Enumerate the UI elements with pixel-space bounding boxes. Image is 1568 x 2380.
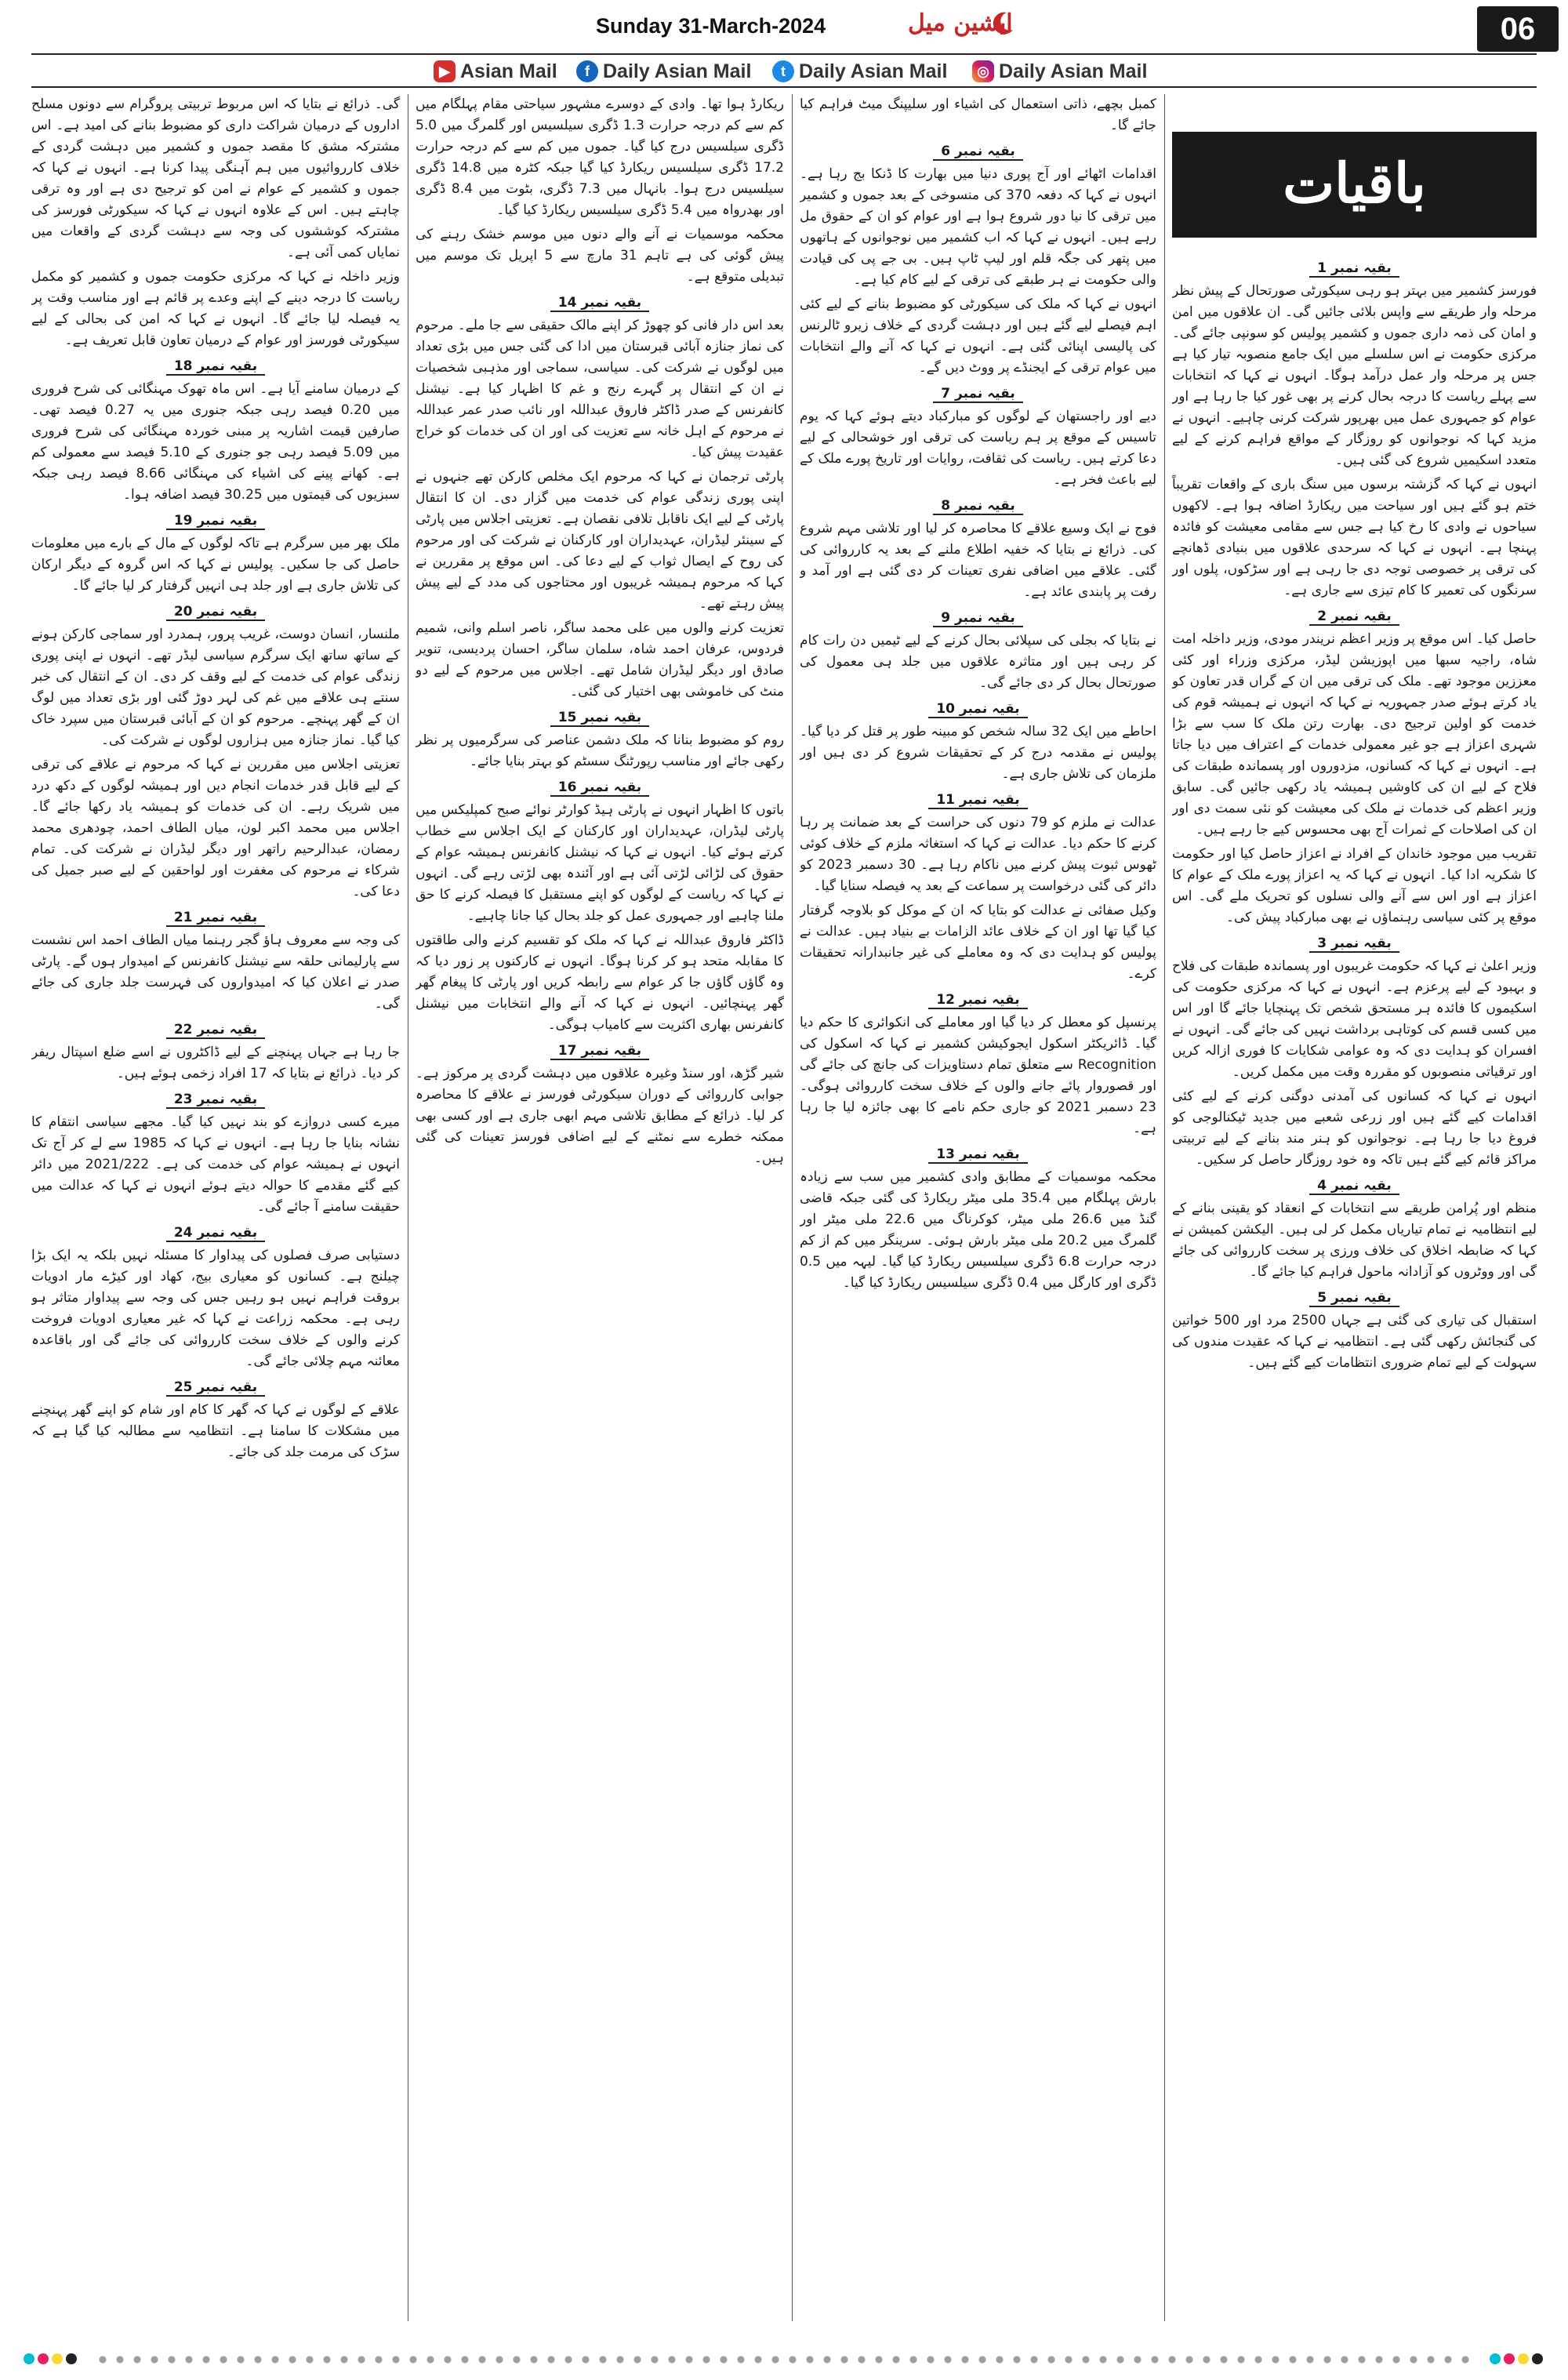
continuation-heading-text: بقیہ نمبر 3 (1309, 936, 1399, 953)
print-registration-bar (0, 2349, 1568, 2371)
article-paragraph: وزیر داخلہ نے کہا کہ مرکزی حکومت جموں و کشمیر کو مکمل ریاست کا درجہ دینے کے اپنے وعدے پر قائم ہے اور مناسب وقت پر یہ فیصلہ لیا جائے گا۔ انہوں نے کہا کہ امن کی بحالی کے لیے سیکورٹی فورسز اور عوام کے درمیان تعاون قابل تعریف ہے۔ (31, 269, 400, 348)
continuation-heading-text: بقیہ نمبر 11 (928, 792, 1027, 809)
continuation-heading-text: بقیہ نمبر 20 (166, 604, 265, 621)
continuation-heading (1172, 606, 1537, 627)
continuation-heading (800, 790, 1156, 811)
article-paragraph: باتوں کا اظہار انہوں نے پارٹی ہیڈ کوارٹر نوائے صبح کمپلیکس میں پارٹی لیڈران، عہدیداران اور کارکنان کے ایک اجلاس سے خطاب کرتے ہوئے کیا۔ انہوں نے کہا کہ نیشنل کانفرنس ہمیشہ عوام کے حقوق کی لڑائی لڑتی آئی ہے اور آئندہ بھی لڑتی رہے گی۔ انہوں نے کہا کہ ریاست کے لوگوں کو اپنے مستقبل کا فیصلہ کرنے کا حق ملنا چاہیے اور جمہوری عمل کو جلد بحال کیا جانا چاہیے۔ (416, 802, 784, 924)
continuation-heading-text: بقیہ نمبر 5 (1309, 1290, 1399, 1307)
continuation-heading-text: بقیہ نمبر 16 (550, 779, 649, 797)
continuation-heading (800, 699, 1156, 720)
article-paragraph: احاطے میں ایک 32 سالہ شخص کو مبینہ طور پر قتل کر دیا گیا۔ پولیس نے مقدمہ درج کر کے تحقیقات شروع کر دی ہیں اور ملزمان کی تلاش جاری ہے۔ (800, 724, 1156, 782)
column-divider (792, 94, 793, 2321)
article-paragraph: فوج نے ایک وسیع علاقے کا محاصرہ کر لیا اور تلاشی مہم شروع کی۔ ذرائع نے بتایا کہ خفیہ اطلاع ملنے کے بعد یہ کارروائی کی گئی۔ علاقے میں اضافی نفری تعینات کر دی گئی ہے اور آمد و رفت پر پابندی عائد ہے۔ (800, 521, 1156, 600)
social-youtube-label: Asian Mail (460, 60, 557, 82)
youtube-icon: ▶ (434, 60, 456, 82)
article-paragraph: فورسز کشمیر میں بہتر ہو رہی سیکورٹی صورتحال کے پیش نظر مرحلہ وار طریقے سے واپس بلائی جائیں گی۔ ان علاقوں میں امن و امان کی ذمہ داری جموں و کشمیر پولیس کو سونپی جائے گی۔ مرکزی حکومت نے اس سلسلے میں ایک جامع منصوبہ تیار کیا ہے جس پر مرحلہ وار عمل درآمد ہوگا۔ انہوں نے کہا کہ انتخابات سے پہلے ریاست کا درجہ بحال کرنے پر بھی غور کیا جا رہا ہے اور عوام کو جمہوری عمل میں بھرپور شرکت کرنی چاہیے۔ انہوں نے مزید کہا کہ نوجوانوں کو روزگار کے مواقع فراہم کرنے کے لیے متعدد اسکیمیں شروع کی گئی ہیں۔ (1172, 283, 1537, 468)
logo-wordmark: ایشین میل (908, 9, 1013, 37)
article-paragraph: ڈاکٹر فاروق عبداللہ نے کہا کہ ملک کو تقسیم کرنے والی طاقتوں کا مقابلہ متحد ہو کر کرنا ہوگا۔ انہوں نے کارکنوں پر زور دیا کہ وہ گاؤں گاؤں جا کر عوام سے رابطہ کریں اور پارٹی کا پیغام گھر گھر پہنچائیں۔ انہوں نے کہا کہ آنے والے انتخابات میں نیشنل کانفرنس بھاری اکثریت سے کامیاب ہوگی۔ (416, 932, 784, 1033)
continuation-heading (1172, 258, 1537, 279)
article-paragraph: روم کو مضبوط بنانا کہ ملک دشمن عناصر کی سرگرمیوں پر نظر رکھی جائے اور مناسب رپورٹنگ سسٹم کو بہتر بنایا جائے۔ (416, 732, 784, 769)
social-links (0, 56, 1568, 86)
social-facebook-label: Daily Asian Mail (603, 60, 752, 82)
continuation-heading (416, 293, 784, 314)
color-swatches-left (24, 2353, 77, 2364)
article-paragraph: ریکارڈ ہوا تھا۔ وادی کے دوسرے مشہور سیاحتی مقام پہلگام میں کم سے کم درجہ حرارت 1.3 ڈگری سیلسیس اور گلمرگ میں 5.0 ڈگری سیلسیس درج کیا گیا۔ جموں میں کم سے کم درجہ حرارت 17.2 ڈگری سیلسیس ریکارڈ کیا گیا جبکہ کٹرہ میں 14.8 ڈگری سیلسیس درج ہوا۔ بانہال میں 7.3 ڈگری، بٹوت میں 8.4 ڈگری اور بھدرواہ میں 5.4 ڈگری سیلسیس ریکارڈ کیا گیا۔ (416, 96, 784, 218)
continuation-heading (31, 511, 400, 532)
continuation-heading (1172, 1288, 1537, 1309)
continuation-heading (800, 383, 1156, 405)
article-paragraph: محکمہ موسمیات کے مطابق وادی کشمیر میں سب سے زیادہ بارش پہلگام میں 35.4 ملی میٹر ریکارڈ کی گئی جبکہ قاضی گنڈ میں 26.6 ملی میٹر، کوکرناگ میں 22.6 ملی میٹر اور گلمرگ میں 20.2 ملی میٹر بارش ہوئی۔ سرینگر میں کم از کم درجہ حرارت 6.8 ڈگری سیلسیس ریکارڈ کیا گیا۔ لیہہ میں 0.5 ڈگری اور کارگل میں 0.4 ڈگری سیلسیس ریکارڈ کیا گیا۔ (800, 1169, 1156, 1291)
continuation-heading-text: بقیہ نمبر 2 (1309, 609, 1399, 626)
issue-day: Sunday (596, 14, 673, 38)
continuation-heading-text: بقیہ نمبر 25 (166, 1379, 265, 1397)
color-swatches-right (1490, 2353, 1543, 2364)
continuation-heading-text: بقیہ نمبر 4 (1309, 1178, 1399, 1195)
continuation-heading-text: بقیہ نمبر 22 (166, 1022, 265, 1039)
article-paragraph: اقدامات اٹھائے اور آج پوری دنیا میں بھارت کا ڈنکا بج رہا ہے۔ انہوں نے کہا کہ دفعہ 370 کی منسوخی کے بعد جموں و کشمیر میں ترقی کا نیا دور شروع ہوا ہے اور عوام کو ان کے حقوق مل رہے ہیں۔ انہوں نے کہا کہ اب کشمیر میں نوجوانوں کے ہاتھوں میں پتھر کی جگہ قلم اور لیپ ٹاپ ہیں۔ بی جے پی کی قیادت والی حکومت نے ہر طبقے کی ترقی کے لیے کام کیا ہے۔ (800, 166, 1156, 288)
continuation-heading-text: بقیہ نمبر 7 (933, 386, 1023, 403)
continuation-heading-text: بقیہ نمبر 1 (1309, 260, 1399, 278)
continuation-heading-text: بقیہ نمبر 9 (933, 610, 1023, 627)
article-paragraph: انہوں نے کہا کہ گزشتہ برسوں میں سنگ باری کے واقعات تقریباً ختم ہو گئے ہیں اور سیاحت میں ریکارڈ اضافہ ہوا ہے۔ لاکھوں سیاحوں نے وادی کا رخ کیا ہے جس سے مقامی معیشت کو فائدہ پہنچا ہے۔ انہوں نے کہا کہ سرحدی علاقوں میں بنیادی ڈھانچے کی ترقی پر خصوصی توجہ دی جا رہی ہے اور سڑکوں، پلوں اور سرنگوں کی تعمیر کا کام تیزی سے جاری ہے۔ (1172, 477, 1537, 598)
continuation-heading (1172, 933, 1537, 954)
column-2 (800, 94, 1156, 2329)
social-instagram-label: Daily Asian Mail (999, 60, 1148, 82)
article-paragraph: شیر گڑھ، اور سنڈ وغیرہ علاقوں میں دہشت گردی پر مرکوز ہے۔ جوابی کارروائی کے دوران سیکورٹی فورسز نے علاقے کا محاصرہ کر لیا۔ ذرائع کے مطابق تلاشی مہم ابھی جاری ہے اور کسی بھی ممکنہ خطرے سے نمٹنے کے لیے اضافی فورسز تعینات کی گئی ہیں۔ (416, 1066, 784, 1166)
continuation-heading-text: بقیہ نمبر 17 (550, 1043, 649, 1060)
article-paragraph: وکیل صفائی نے عدالت کو بتایا کہ ان کے موکل کو بلاوجہ گرفتار کیا گیا تھا اور ان کے خلاف عائد الزامات بے بنیاد ہیں۔ عدالت نے پولیس کو ہدایت دی کہ وہ معاملے کی غیر جانبدارانہ تحقیقات کرے۔ (800, 903, 1156, 982)
continuation-heading (31, 1089, 400, 1110)
column-divider (1164, 94, 1165, 2321)
continuation-heading-text: بقیہ نمبر 15 (550, 710, 649, 727)
continuation-heading (800, 608, 1156, 629)
article-paragraph: حاصل کیا۔ اس موقع پر وزیر اعظم نریندر مودی، وزیر داخلہ امت شاہ، راجیہ سبھا میں اپوزیشن لیڈر، مرکزی وزراء اور کئی معززین موجود تھے۔ ملک کی ترقی میں ان کے گراں قدر تعاون کو یاد کرتے ہوئے صدر جمہوریہ نے کہا کہ انہوں نے ہمیشہ قوم کی خدمت کو اولین ترجیح دی۔ بھارت رتن ملک کا سب سے بڑا شہری اعزاز ہے جو غیر معمولی خدمات کے اعتراف میں دیا جاتا ہے۔ انہوں نے کہا کہ کسانوں، مزدوروں اور پسماندہ طبقات کی فلاح کے لیے ان کی کاوشیں ہمیشہ یاد رکھی جائیں گی۔ سابق وزیر اعظم کی خدمات نے ملک کی معیشت کو نئی سمت دی اور ان کی اصلاحات کے ثمرات آج بھی محسوس کیے جا رہے ہیں۔ (1172, 631, 1537, 838)
continuation-heading (416, 707, 784, 729)
continuation-heading-text: بقیہ نمبر 14 (550, 295, 649, 312)
continuation-heading (31, 1223, 400, 1244)
article-paragraph: میرے کسی دروازے کو بند نہیں کیا گیا۔ مجھے سیاسی انتقام کا نشانہ بنایا جا رہا ہے۔ انہوں نے کہا کہ 1985 سے لے کر آج تک انہوں نے ہمیشہ عوام کی خدمت کی ہے۔ 2021/222 میں دائر کیے گئے مقدمے کا حوالہ دیتے ہوئے انہوں نے کہا کہ عدالت میں حقیقت سامنے آ جائے گی۔ (31, 1114, 400, 1215)
article-paragraph: دستیابی صرف فصلوں کی پیداوار کا مسئلہ نہیں بلکہ یہ ایک بڑا چیلنج ہے۔ کسانوں کو معیاری بیج، کھاد اور کیڑے مار ادویات بروقت فراہم نہیں ہو رہیں جس کی وجہ سے پیداوار متاثر ہو رہی ہے۔ محکمہ زراعت نے کہا کہ غیر معیاری ادویات فروخت کرنے والوں کے خلاف سخت کارروائی کی جائے گی اور باقاعدہ معائنہ مہم چلائی جائے گی۔ (31, 1248, 400, 1369)
twitter-icon: t (772, 60, 794, 82)
column-4 (31, 94, 400, 2329)
continuation-heading-text: بقیہ نمبر 24 (166, 1225, 265, 1242)
issue-date-value: 31-March-2024 (678, 14, 826, 38)
article-paragraph: انہوں نے کہا کہ کسانوں کی آمدنی دوگنی کرنے کے لیے کئی اقدامات کیے گئے ہیں اور زرعی شعبے میں جدید ٹیکنالوجی کو فروغ دیا جا رہا ہے۔ نوجوانوں کو ہنر مند بنانے کے لیے تربیتی مراکز قائم کیے گئے ہیں تاکہ وہ خود روزگار حاصل کر سکیں۔ (1172, 1088, 1537, 1168)
article-paragraph: کمبل بچھے، ذاتی استعمال کی اشیاء اور سلیپنگ میٹ فراہم کیا جائے گا۔ (800, 96, 1156, 133)
article-paragraph: کے درمیان سامنے آیا ہے۔ اس ماہ تھوک مہنگائی کی شرح فروری میں 0.20 فیصد رہی جبکہ جنوری میں یہ 0.27 فیصد تھی۔ صارفین قیمت اشاریہ پر مبنی خوردہ مہنگائی کی شرح فروری میں 5.09 فیصد رہی جو جنوری کے 5.10 فیصد سے معمولی کم ہے۔ کھانے پینے کی اشیاء کی مہنگائی 8.66 فیصد رہی جبکہ سبزیوں کی قیمتوں میں 30.25 فیصد اضافہ ہوا۔ (31, 381, 400, 503)
continuation-heading-text: بقیہ نمبر 23 (166, 1092, 265, 1109)
continuation-heading (416, 1041, 784, 1062)
continuation-heading (800, 496, 1156, 517)
continuation-heading (31, 1019, 400, 1041)
article-paragraph: تعزیت کرنے والوں میں علی محمد ساگر، ناصر اسلم وانی، شمیم فردوس، عرفان احمد شاہ، سلمان ساگر، احسان پردیسی، تنویر صادق اور دیگر لیڈران شامل تھے۔ اجلاس میں مرحوم کے لیے دو منٹ کی خاموشی بھی اختیار کی گئی۔ (416, 620, 784, 699)
continuation-heading (31, 356, 400, 377)
article-paragraph: ملک بھر میں سرگرم ہے تاکہ لوگوں کے مال کے بارے میں معلومات حاصل کی جا سکیں۔ پولیس نے کہا کہ اس گروہ کے دیگر ارکان کی تلاش جاری ہے اور جلد ہی انہیں گرفتار کر لیا جائے گا۔ (31, 536, 400, 594)
continuation-heading (800, 1144, 1156, 1165)
article-paragraph: بعد اس دار فانی کو چھوڑ کر اپنے مالک حقیقی سے جا ملے۔ مرحوم کی نماز جنازہ آبائی قبرستان میں ادا کی گئی جس میں بڑی تعداد میں لوگوں نے شرکت کی۔ سیاسی، سماجی اور مذہبی شخصیات نے ان کے انتقال پر گہرے رنج و غم کا اظہار کیا ہے۔ نیشنل کانفرنس کے صدر ڈاکٹر فاروق عبداللہ اور نائب صدر عمر عبداللہ نے مرحوم کے اہل خانہ سے تعزیت کی اور ان کی خدمات کو خراج عقیدت پیش کیا۔ (416, 318, 784, 460)
continuation-heading-text: بقیہ نمبر 8 (933, 498, 1023, 515)
continuation-heading (800, 141, 1156, 162)
article-paragraph: استقبال کی تیاری کی گئی ہے جہاں 2500 مرد اور 500 خواتین کی گنجائش رکھی گئی ہے۔ انتظامیہ نے کہا کہ عقیدت مندوں کی سہولت کے لیے تمام ضروری انتظامات کیے گئے ہیں۔ (1172, 1313, 1537, 1371)
newspaper-logo (902, 5, 1023, 53)
instagram-icon: ◎ (972, 60, 994, 82)
continuation-heading-text: بقیہ نمبر 21 (166, 910, 265, 927)
continuation-heading-text: بقیہ نمبر 12 (928, 992, 1027, 1009)
article-paragraph: دیے اور راجستھان کے لوگوں کو مبارکباد دیتے ہوئے کہا کہ یوم تاسیس کے موقع پر ہم ریاست کی ترقی اور خوشحالی کے لیے دعا کرتے ہیں۔ ریاست کی ثقافت، روایات اور تاریخ پورے ملک کے لیے باعث فخر ہے۔ (800, 409, 1156, 488)
article-paragraph: تقریب میں موجود خاندان کے افراد نے اعزاز حاصل کیا اور حکومت کا شکریہ ادا کیا۔ انہوں نے کہا کہ یہ اعزاز پورے ملک کے عوام کا اعزاز ہے اور اس سے آنے والی نسلوں کو تحریک ملے گی۔ اس موقع پر کئی سیاسی رہنماؤں نے بھی مبارکباد پیش کی۔ (1172, 846, 1537, 925)
social-facebook[interactable] (576, 60, 751, 83)
section-title: باقیات (1172, 132, 1537, 238)
article-paragraph: پارٹی ترجمان نے کہا کہ مرحوم ایک مخلص کارکن تھے جنہوں نے اپنی پوری زندگی عوام کی خدمت میں گزار دی۔ ان کا انتقال پارٹی کے لیے ایک ناقابل تلافی نقصان ہے۔ تعزیتی اجلاس میں پارٹی کے سینئر لیڈران، عہدیداران اور کارکنان نے شرکت کی اور مرحوم کی روح کے ایصال ثواب کے لیے دعا کی۔ اس موقع پر مقررین نے کہا کہ مرحوم ہمیشہ غریبوں اور محتاجوں کی مدد کے لیے پیش پیش رہتے تھے۔ (416, 469, 784, 612)
article-paragraph: منظم اور پُرامن طریقے سے انتخابات کے انعقاد کو یقینی بنانے کے لیے انتظامیہ نے تمام تیاریاں مکمل کر لی ہیں۔ الیکشن کمیشن نے کہا کہ ضابطہ اخلاق کی خلاف ورزی پر سخت کارروائی کی جائے گی اور ووٹروں کو آزادانہ ماحول فراہم کیا جائے گا۔ (1172, 1201, 1537, 1280)
social-instagram[interactable] (972, 60, 1147, 83)
masthead-rule (31, 53, 1537, 55)
article-paragraph: ملنسار، انسان دوست، غریب پرور، ہمدرد اور سماجی کارکن ہونے کے ساتھ ساتھ ایک سرگرم سیاسی لیڈر تھے۔ انہوں نے اپنی پوری زندگی عوام کی خدمت کے لیے وقف کر دی۔ ان کے انتقال کی خبر سنتے ہی علاقے میں غم کی لہر دوڑ گئی اور بڑی تعداد میں لوگ ان کے گھر پہنچے۔ مرحوم کو ان کے آبائی قبرستان میں سپرد خاک کیا گیا۔ نماز جنازہ میں ہزاروں لوگوں نے شرکت کی۔ (31, 627, 400, 748)
issue-date (596, 14, 832, 38)
column-3 (416, 94, 784, 2329)
continuation-heading-text: بقیہ نمبر 18 (166, 358, 265, 376)
continuation-heading-text: بقیہ نمبر 19 (166, 513, 265, 530)
continuation-heading (31, 907, 400, 928)
facebook-icon: f (576, 60, 598, 82)
continuation-heading (1172, 1175, 1537, 1197)
continuation-heading (800, 990, 1156, 1011)
social-twitter[interactable] (772, 60, 947, 83)
page-number: 06 (1477, 6, 1559, 52)
article-paragraph: کی وجہ سے معروف ہاؤ گجر رہنما میاں الطاف احمد اس نشست سے پارلیمانی حلقہ سے نیشنل کانفرنس کے امیدوار ہوں گے۔ پارٹی صدر نے اعلان کیا کہ امیدواروں کی فہرست جلد جاری کی جائے گی۔ (31, 932, 400, 1012)
article-paragraph: علاقے کے لوگوں نے کہا کہ گھر کا کام اور شام کو اپنے گھر پہنچنے میں مشکلات کا سامنا ہے۔ انتظامیہ سے مطالبہ کیا گیا ہے کہ سڑک کی مرمت جلد کی جائے۔ (31, 1402, 400, 1460)
continuation-heading (31, 601, 400, 623)
article-paragraph: نے بتایا کہ بجلی کی سپلائی بحال کرنے کے لیے ٹیمیں دن رات کام کر رہی ہیں اور متاثرہ علاقوں میں جلد ہی معمول کی صورتحال بحال کر دی جائے گی۔ (800, 633, 1156, 691)
article-paragraph: عدالت نے ملزم کو 79 دنوں کی حراست کے بعد ضمانت پر رہا کرنے کا حکم دیا۔ عدالت نے کہا کہ استغاثہ ملزم کے خلاف کوئی ٹھوس ثبوت پیش کرنے میں ناکام رہا ہے۔ 30 دسمبر 2023 کو دائر کی گئی درخواست پر سماعت کے بعد یہ فیصلہ سنایا گیا۔ (800, 815, 1156, 894)
article-paragraph: وزیر اعلیٰ نے کہا کہ حکومت غریبوں اور پسماندہ طبقات کی فلاح و بہبود کے لیے پرعزم ہے۔ انہوں نے کہا کہ مرکزی حکومت کی اسکیموں کا فائدہ ہر مستحق شخص تک پہنچایا جائے گا اور اس میں کسی قسم کی کوتاہی برداشت نہیں کی جائے گی۔ انہوں نے افسران کو ہدایت دی کہ وہ عوامی شکایات کا فوری ازالہ کریں اور ترقیاتی منصوبوں کو مقررہ وقت میں مکمل کریں۔ (1172, 958, 1537, 1080)
article-paragraph: جا رہا ہے جہاں پہنچنے کے لیے ڈاکٹروں نے اسے ضلع اسپتال ریفر کر دیا۔ ذرائع نے بتایا کہ 17 افراد زخمی ہوئے ہیں۔ (31, 1045, 400, 1081)
continuation-heading-text: بقیہ نمبر 6 (933, 144, 1023, 161)
continuation-heading (31, 1377, 400, 1398)
continuation-heading (416, 777, 784, 798)
article-paragraph: انہوں نے کہا کہ ملک کی سیکورٹی کو مضبوط بنانے کے لیے کئی اہم فیصلے لیے گئے ہیں اور دہشت گردی کے خلاف زیرو ٹالرنس کی پالیسی اپنائی گئی ہے۔ انہوں نے کہا کہ آنے والے انتخابات میں عوام ترقی کے ایجنڈے پر ووٹ دیں گے۔ (800, 296, 1156, 376)
masthead (0, 0, 1568, 58)
article-paragraph: پرنسپل کو معطل کر دیا گیا اور معاملے کی انکوائری کا حکم دیا گیا۔ ڈائریکٹر اسکول ایجوکیشن کشمیر نے کہا کہ اسکول کی Recognition سے متعلق تمام دستاویزات کی جانچ کی جائے گی اور قصوروار پائے جانے والوں کے خلاف سخت کارروائی ہوگی۔ 23 دسمبر 2021 کو جاری حکم نامے کا بھی جائزہ لیا جا رہا ہے۔ (800, 1015, 1156, 1136)
column-1 (1172, 94, 1537, 2329)
header-rule (31, 86, 1537, 88)
registration-dots (94, 2352, 1474, 2367)
continuation-heading-text: بقیہ نمبر 10 (928, 701, 1027, 718)
continuation-heading-text: بقیہ نمبر 13 (928, 1146, 1027, 1164)
social-twitter-label: Daily Asian Mail (799, 60, 948, 82)
article-paragraph: تعزیتی اجلاس میں مقررین نے کہا کہ مرحوم نے علاقے کی ترقی کے لیے قابل قدر خدمات انجام دیں اور ہمیشہ لوگوں کے دکھ درد میں شریک رہے۔ ان کی خدمات کو ہمیشہ یاد رکھا جائے گا۔ اجلاس میں محمد اکبر لون، میاں الطاف احمد، چودھری محمد رمضان، عبدالرحیم راتھر اور دیگر لیڈران نے شرکت کی۔ تمام شرکاء نے مرحوم کی مغفرت اور لواحقین کے لیے صبر جمیل کی دعا کی۔ (31, 757, 400, 899)
article-paragraph: محکمہ موسمیات نے آنے والے دنوں میں موسم خشک رہنے کی پیش گوئی کی ہے تاہم 31 مارچ سے 5 اپریل تک موسم میں تبدیلی متوقع ہے۔ (416, 227, 784, 285)
article-paragraph: گی۔ ذرائع نے بتایا کہ اس مربوط تربیتی پروگرام سے دونوں مسلح اداروں کے درمیان شراکت داری کو مضبوط بنانے کی امید ہے۔ اس مشترکہ مشق کا مقصد جموں و کشمیر میں دہشت گردی کے خلاف کارروائیوں میں ہم آہنگی پیدا کرنا ہے۔ انہوں نے کہا کہ جموں و کشمیر کے عوام نے امن کو ترجیح دی ہے اور وہ ترقی چاہتے ہیں۔ اس کے علاوہ انہوں نے کہا کہ سیکورٹی فورسز کی مشترکہ کوششوں کی وجہ سے دہشت گردی کے واقعات میں نمایاں کمی آئی ہے۔ (31, 96, 400, 260)
social-youtube[interactable] (434, 60, 557, 83)
